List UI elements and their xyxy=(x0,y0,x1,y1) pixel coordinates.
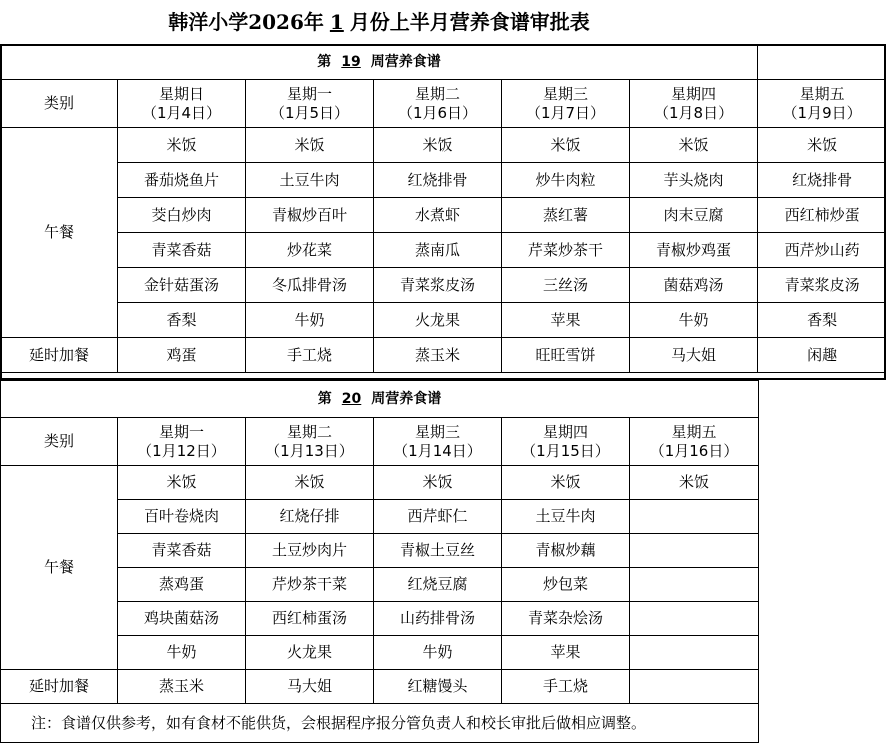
week19-lunch-dish: 金针菇蛋汤 xyxy=(118,268,246,303)
week20-lunch-dish: 鸡块菌菇汤 xyxy=(118,602,246,636)
week20-lunch-dish: 米饭 xyxy=(374,466,502,500)
week20-lunch-dish: 牛奶 xyxy=(374,636,502,670)
week20-lunch-label: 午餐 xyxy=(1,466,118,670)
day-date: （1月7日） xyxy=(525,103,606,122)
day-name: 星期四 xyxy=(542,422,588,441)
day-date: （1月6日） xyxy=(397,103,478,122)
week19-lunch-dish: 冬瓜排骨汤 xyxy=(246,268,374,303)
week20-lunch-dish: 牛奶 xyxy=(118,636,246,670)
week20-category-header: 类别 xyxy=(1,418,118,466)
day-name: 星期二 xyxy=(286,422,332,441)
week19-lunch-dish: 苹果 xyxy=(502,303,630,338)
week20-day-header xyxy=(502,418,630,466)
week19-snack-label: 延时加餐 xyxy=(1,338,118,373)
day-name: 星期二 xyxy=(414,84,460,103)
day-name: 星期三 xyxy=(414,422,460,441)
week19-lunch-dish: 番茄烧鱼片 xyxy=(118,163,246,198)
week20-lunch-dish xyxy=(630,500,759,534)
week20-lunch-dish: 青椒炒藕 xyxy=(502,534,630,568)
week20-day-header xyxy=(118,418,246,466)
week19-lunch-dish: 肉末豆腐 xyxy=(630,198,758,233)
week20-lunch-dish: 蒸鸡蛋 xyxy=(118,568,246,602)
week19-lunch-dish: 红烧排骨 xyxy=(374,163,502,198)
week19-lunch-dish: 青菜浆皮汤 xyxy=(758,268,886,303)
week19-lunch-dish: 西红柿炒蛋 xyxy=(758,198,886,233)
week19-lunch-dish: 三丝汤 xyxy=(502,268,630,303)
day-date: （1月16日） xyxy=(649,441,739,460)
week20-label-suffix: 周营养食谱 xyxy=(371,390,442,407)
week20-lunch-dish: 米饭 xyxy=(630,466,759,500)
week19-lunch-dish: 米饭 xyxy=(502,128,630,163)
day-name: 星期五 xyxy=(671,422,717,441)
week19-lunch-dish: 香梨 xyxy=(118,303,246,338)
week20-lunch-dish xyxy=(630,568,759,602)
week19-lunch-dish: 青椒炒鸡蛋 xyxy=(630,233,758,268)
week19-table xyxy=(0,44,886,373)
week19-number: 19 xyxy=(341,53,361,70)
week20-lunch-dish: 芹炒茶干菜 xyxy=(246,568,374,602)
week20-lunch-dish: 苹果 xyxy=(502,636,630,670)
week20-lunch-dish xyxy=(630,534,759,568)
week19-lunch-dish: 青菜香菇 xyxy=(118,233,246,268)
week20-snack-label: 延时加餐 xyxy=(1,670,118,704)
week19-day-header xyxy=(246,80,374,128)
week19-lunch-dish: 米饭 xyxy=(758,128,886,163)
week19-lunch-dish: 芋头烧肉 xyxy=(630,163,758,198)
week20-day-header xyxy=(246,418,374,466)
week19-lunch-dish: 茭白炒肉 xyxy=(118,198,246,233)
week20-snack-item: 红糖馒头 xyxy=(374,670,502,704)
week19-day-header xyxy=(118,80,246,128)
week20-lunch-dish xyxy=(630,636,759,670)
day-date: （1月15日） xyxy=(521,441,610,460)
week19-lunch-dish: 西芹炒山药 xyxy=(758,233,886,268)
day-date: （1月8日） xyxy=(653,103,734,122)
week19-lunch-dish: 青菜浆皮汤 xyxy=(374,268,502,303)
week20-lunch-dish: 米饭 xyxy=(246,466,374,500)
week19-snack-item: 手工烧 xyxy=(246,338,374,373)
week20-snack-item: 蒸玉米 xyxy=(118,670,246,704)
week19-lunch-dish: 米饭 xyxy=(246,128,374,163)
title-suffix: 月份上半月营养食谱审批表 xyxy=(349,10,590,34)
day-date: （1月9日） xyxy=(782,103,862,122)
week19-lunch-dish: 红烧排骨 xyxy=(758,163,886,198)
week19-day-header xyxy=(374,80,502,128)
week20-day-header xyxy=(630,418,759,466)
week19-lunch-dish: 牛奶 xyxy=(630,303,758,338)
day-name: 星期五 xyxy=(799,84,845,103)
day-name: 星期三 xyxy=(542,84,588,103)
week19-snack-item: 鸡蛋 xyxy=(118,338,246,373)
day-name: 星期日 xyxy=(158,84,204,103)
week19-lunch-dish: 芹菜炒茶干 xyxy=(502,233,630,268)
week19-label-prefix: 第 xyxy=(317,53,332,70)
week19-day-header xyxy=(758,80,886,128)
day-date: （1月4日） xyxy=(141,103,222,122)
week20-table xyxy=(0,380,759,743)
week19-snack-item: 马大姐 xyxy=(630,338,758,373)
week20-lunch-dish: 山药排骨汤 xyxy=(374,602,502,636)
week19-lunch-dish: 炒花菜 xyxy=(246,233,374,268)
title-prefix: 韩洋小学2026年 xyxy=(168,10,324,34)
week19-lunch-label: 午餐 xyxy=(1,128,118,338)
week19-lunch-dish: 火龙果 xyxy=(374,303,502,338)
week19-lunch-dish: 蒸红薯 xyxy=(502,198,630,233)
week19-lunch-dish: 香梨 xyxy=(758,303,886,338)
week20-lunch-dish: 炒包菜 xyxy=(502,568,630,602)
week20-number: 20 xyxy=(341,390,362,407)
week19-label-blank xyxy=(758,45,886,80)
week19-category-header: 类别 xyxy=(1,80,118,128)
week19-lunch-dish: 蒸南瓜 xyxy=(374,233,502,268)
week19-lunch-dish: 牛奶 xyxy=(246,303,374,338)
week20-lunch-dish: 青菜杂烩汤 xyxy=(502,602,630,636)
week20-snack-item: 手工烧 xyxy=(502,670,630,704)
week19-lunch-dish: 米饭 xyxy=(630,128,758,163)
week20-lunch-dish: 米饭 xyxy=(118,466,246,500)
week19-lunch-dish: 青椒炒百叶 xyxy=(246,198,374,233)
week19-snack-item: 蒸玉米 xyxy=(374,338,502,373)
week19-lunch-dish: 水煮虾 xyxy=(374,198,502,233)
day-name: 星期一 xyxy=(158,422,204,441)
week19-day-header xyxy=(630,80,758,128)
week20-snack-item xyxy=(630,670,759,704)
week19-snack-item: 旺旺雪饼 xyxy=(502,338,630,373)
menu-note: 注：食谱仅供参考，如有食材不能供货，会根据程序报分管负责人和校长审批后做相应调整。 xyxy=(1,704,759,743)
week19-lunch-dish: 米饭 xyxy=(374,128,502,163)
week20-lunch-dish: 红烧豆腐 xyxy=(374,568,502,602)
week20-lunch-dish: 火龙果 xyxy=(246,636,374,670)
week19-lunch-dish: 米饭 xyxy=(118,128,246,163)
week20-lunch-dish: 米饭 xyxy=(502,466,630,500)
week20-lunch-dish xyxy=(630,602,759,636)
day-date: （1月14日） xyxy=(393,441,482,460)
week20-lunch-dish: 青菜香菇 xyxy=(118,534,246,568)
day-date: （1月5日） xyxy=(269,103,350,122)
week20-label xyxy=(1,381,759,418)
week19-label-suffix: 周营养食谱 xyxy=(370,53,441,70)
week20-lunch-dish: 青椒土豆丝 xyxy=(374,534,502,568)
week20-lunch-dish: 土豆炒肉片 xyxy=(246,534,374,568)
week20-label-prefix: 第 xyxy=(317,390,332,407)
day-name: 星期四 xyxy=(671,84,717,103)
week19-lunch-dish: 炒牛肉粒 xyxy=(502,163,630,198)
title-month: 1 xyxy=(329,10,344,34)
day-date: （1月13日） xyxy=(265,441,354,460)
week19-lunch-dish: 土豆牛肉 xyxy=(246,163,374,198)
week20-lunch-dish: 西芹虾仁 xyxy=(374,500,502,534)
week19-lunch-dish: 菌菇鸡汤 xyxy=(630,268,758,303)
page-title xyxy=(0,0,758,44)
week19-day-header xyxy=(502,80,630,128)
week20-snack-item: 马大姐 xyxy=(246,670,374,704)
week19-label xyxy=(1,45,758,80)
week20-day-header xyxy=(374,418,502,466)
week19-snack-item: 闲趣 xyxy=(758,338,886,373)
week20-lunch-dish: 红烧仔排 xyxy=(246,500,374,534)
week20-lunch-dish: 西红柿蛋汤 xyxy=(246,602,374,636)
day-date: （1月12日） xyxy=(137,441,226,460)
week20-lunch-dish: 百叶卷烧肉 xyxy=(118,500,246,534)
day-name: 星期一 xyxy=(286,84,332,103)
week20-lunch-dish: 土豆牛肉 xyxy=(502,500,630,534)
